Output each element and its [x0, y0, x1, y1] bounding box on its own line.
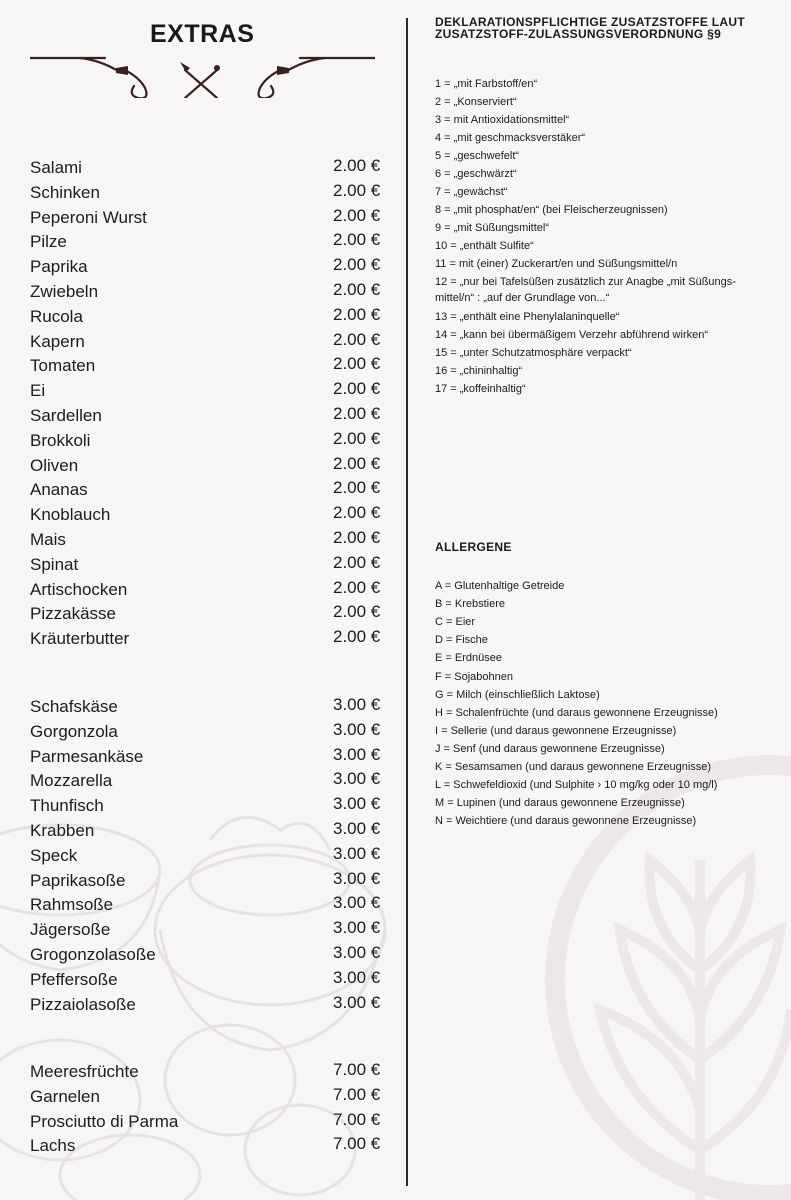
menu-item-name: Zwiebeln [30, 282, 99, 301]
menu-item-price: 2.00 € [333, 205, 381, 225]
menu-item-price: 2.00 € [333, 428, 381, 448]
menu-item-name: Schinken [30, 182, 100, 202]
allergen-item: K = Sesamsamen (und daraus gewonnene Erzeugnisse) [435, 761, 712, 773]
allergen-item: A = Glutenhaltige Getreide [435, 580, 565, 592]
declaration-item: 7 = „gewächst“ [435, 186, 508, 198]
menu-item-price: 7.00 € [333, 1134, 381, 1154]
menu-item-name: Knoblauch [30, 505, 111, 525]
menu-item-name: Meeresfrüchte [30, 1062, 139, 1081]
menu-item [30, 180, 390, 207]
menu-item-price: 3.00 € [333, 719, 381, 739]
declaration-item: 3 = mit Antioxidationsmittel“ [435, 114, 570, 126]
allergen-item: J = Senf (und daraus gewonnene Erzeugnisse) [435, 742, 665, 755]
declaration-item: 9 = „mit Süßungsmittel“ [435, 222, 550, 234]
menu-item-name: Paprika [30, 257, 88, 277]
menu-item-price: 2.00 € [333, 156, 381, 175]
menu-item [30, 552, 390, 579]
menu-item [30, 604, 390, 628]
menu-item-price: 3.00 € [333, 992, 381, 1012]
allergen-item: D = Fische [435, 634, 488, 647]
menu-item [30, 428, 390, 455]
declaration-item: 12 = „nur bei Tafelsüßen zusätzlich zur Anagbe „mit Süßungs-mittel/n“ : „auf der Grundlage von...“ [435, 276, 736, 304]
declaration-title-line2: ZUSATZSTOFF-ZULASSUNGSVERORDNUNG §9 [435, 27, 722, 41]
allergen-item: H = Schalenfrüchte (und daraus gewonnene Erzeugnisse) [435, 706, 718, 719]
menu-item-name: Parmesankäse [30, 746, 144, 766]
allergen-item: N = Weichtiere (und daraus gewonnene Erzeugnisse) [435, 815, 697, 828]
extras-header [30, 18, 390, 98]
menu-item [30, 530, 390, 554]
allergen-item: G = Milch (einschließlich Laktose) [435, 688, 600, 701]
menu-item [30, 945, 390, 969]
menu-item-name: Kräuterbutter [30, 629, 130, 649]
declaration-item: 15 = „unter Schutzatmosphäre verpackt“ [435, 347, 632, 359]
menu-item-price: 2.00 € [333, 230, 381, 250]
menu-item [30, 505, 390, 529]
menu-item-price: 3.00 € [333, 794, 381, 814]
menu-item-price: 2.00 € [333, 180, 381, 200]
menu-item [30, 771, 390, 795]
menu-item [30, 796, 390, 820]
menu-item-price: 3.00 € [333, 868, 381, 888]
menu-item-price: 2.00 € [333, 627, 381, 647]
menu-item-name: Artischocken [30, 579, 128, 599]
menu-item [30, 1136, 390, 1160]
menu-item [30, 992, 390, 1019]
menu-item-price: 2.00 € [333, 503, 381, 523]
menu-item [30, 381, 390, 405]
menu-item-price: 2.00 € [333, 304, 381, 324]
menu-item-name: Schafskäse [30, 697, 118, 716]
menu-item-price: 3.00 € [333, 769, 381, 789]
declaration-item: 6 = „geschwärzt“ [435, 168, 517, 180]
menu-item-price: 2.00 € [333, 354, 381, 374]
allergen-item: B = Krebstiere [435, 598, 506, 611]
menu-item-name: Lachs [30, 1136, 76, 1156]
menu-item-price: 7.00 € [333, 1084, 381, 1104]
menu-item-name: Garnelen [30, 1086, 100, 1106]
menu-item-name: Krabben [30, 821, 95, 840]
declaration-title [435, 16, 745, 40]
extras-title: EXTRAS [150, 20, 255, 48]
menu-item-price: 3.00 € [333, 918, 381, 938]
menu-item-name: Sardellen [30, 406, 102, 425]
declaration-item: 8 = „mit phosphat/en“ (bei Fleischerzeugnissen) [435, 204, 668, 216]
menu-item-price: 3.00 € [333, 943, 381, 962]
menu-item-price: 3.00 € [333, 819, 381, 838]
menu-item-price: 7.00 € [333, 1060, 381, 1079]
declaration-item: 10 = „enthält Sulfite“ [435, 240, 534, 252]
menu-item [30, 480, 390, 504]
allergen-item: C = Eier [435, 616, 476, 629]
menu-item [30, 1062, 390, 1086]
menu-item-name: Pilze [30, 232, 67, 252]
menu-item [30, 232, 390, 256]
menu-item-name: Rucola [30, 306, 83, 326]
menu-item-name: Salami [30, 158, 82, 177]
menu-item [30, 719, 390, 746]
allergen-title: ALLERGENE [435, 540, 512, 554]
menu-item-price: 2.00 € [333, 552, 381, 572]
menu-item-name: Ei [30, 381, 46, 401]
menu-item-name: Oliven [30, 455, 79, 475]
declaration-item: 5 = „geschwefelt“ [435, 150, 520, 162]
menu-item [30, 1084, 390, 1111]
allergen-item: L = Schwefeldioxid (und Sulphite › 10 mg/kg oder 10 mg/l) [435, 779, 718, 792]
menu-item-price: 3.00 € [333, 843, 381, 863]
menu-item-name: Grogonzolasoße [30, 945, 156, 964]
declaration-item: 17 = „koffeinhaltig“ [435, 383, 526, 395]
declaration-item: 16 = „chininhaltig“ [435, 365, 523, 377]
menu-item [30, 868, 390, 895]
menu-item-price: 2.00 € [333, 478, 381, 498]
menu-item-name: Gorgonzola [30, 721, 118, 741]
menu-item-price: 2.00 € [333, 577, 381, 597]
menu-item [30, 304, 390, 331]
menu-item-name: Mozzarella [30, 771, 113, 791]
menu-item [30, 697, 390, 721]
menu-item-price: 3.00 € [333, 967, 381, 987]
menu-item [30, 920, 390, 944]
declaration-item: 1 = „mit Farbstoff/en“ [435, 78, 538, 90]
menu-item-price: 3.00 € [333, 695, 381, 714]
menu-item-price: 2.00 € [333, 453, 381, 473]
menu-item-name: Tomaten [30, 356, 96, 376]
menu-item-name: Pizzakässe [30, 604, 116, 624]
cutlery-ornament-icon [30, 48, 375, 98]
menu-item-name: Speck [30, 845, 78, 865]
menu-item-price: 2.00 € [333, 280, 381, 299]
menu-item-price: 2.00 € [333, 379, 381, 399]
menu-item [30, 629, 390, 653]
menu-item-name: Ananas [30, 480, 88, 500]
menu-item [30, 577, 390, 604]
column-divider [406, 18, 408, 1186]
menu-item [30, 821, 390, 845]
menu-item-price: 2.00 € [333, 255, 381, 275]
menu-item-name: Spinat [30, 554, 79, 574]
menu-item-name: Pfeffersoße [30, 969, 118, 989]
menu-item [30, 744, 390, 771]
menu-item-price: 3.00 € [333, 744, 381, 764]
menu-item [30, 282, 390, 306]
declaration-item: 13 = „enthält eine Phenylalaninquelle“ [435, 311, 620, 323]
declaration-title-line1: DEKLARATIONSPFLICHTIGE ZUSATZSTOFFE LAUT [435, 15, 745, 29]
menu-item-price: 2.00 € [333, 404, 381, 423]
menu-item-name: Prosciutto di Parma [30, 1111, 179, 1131]
menu-item [30, 257, 390, 281]
allergen-item: F = Sojabohnen [435, 670, 513, 683]
menu-item [30, 843, 390, 870]
declaration-item: 14 = „kann bei übermäßigem Verzehr abführend wirken“ [435, 329, 709, 341]
menu-item-price: 7.00 € [333, 1109, 381, 1129]
menu-item-name: Thunfisch [30, 796, 104, 816]
menu-item [30, 406, 390, 430]
menu-item-name: Pizzaiolasoße [30, 994, 136, 1014]
menu-item-name: Brokkoli [30, 430, 91, 450]
menu-item [30, 356, 390, 380]
menu-item-name: Peperoni Wurst [30, 207, 147, 227]
declaration-item: 4 = „mit geschmacksverstäker“ [435, 132, 586, 144]
menu-item [30, 158, 390, 182]
allergen-item: E = Erdnüsee [435, 652, 502, 665]
menu-item-name: Rahmsoße [30, 895, 114, 915]
menu-item [30, 329, 390, 356]
allergen-item: I = Sellerie (und daraus gewonnene Erzeugnisse) [435, 724, 677, 737]
menu-item [30, 1109, 390, 1136]
menu-item-price: 2.00 € [333, 329, 381, 349]
menu-item [30, 895, 390, 919]
menu-item-name: Kapern [30, 331, 85, 351]
menu-item-name: Mais [30, 530, 66, 549]
menu-item [30, 453, 390, 480]
menu-item-name: Paprikasoße [30, 870, 126, 890]
menu-item [30, 967, 390, 994]
menu-item [30, 205, 390, 232]
menu-item-price: 3.00 € [333, 893, 381, 913]
menu-item-name: Jägersoße [30, 920, 111, 940]
declaration-item: 2 = „Konserviert“ [435, 96, 517, 108]
menu-item-price: 2.00 € [333, 528, 381, 547]
menu-item-price: 2.00 € [333, 602, 381, 622]
declaration-item: 11 = mit (einer) Zuckerart/en und Süßungsmittel/n [435, 258, 678, 270]
allergen-item: M = Lupinen (und daraus gewonnene Erzeugnisse) [435, 797, 685, 810]
